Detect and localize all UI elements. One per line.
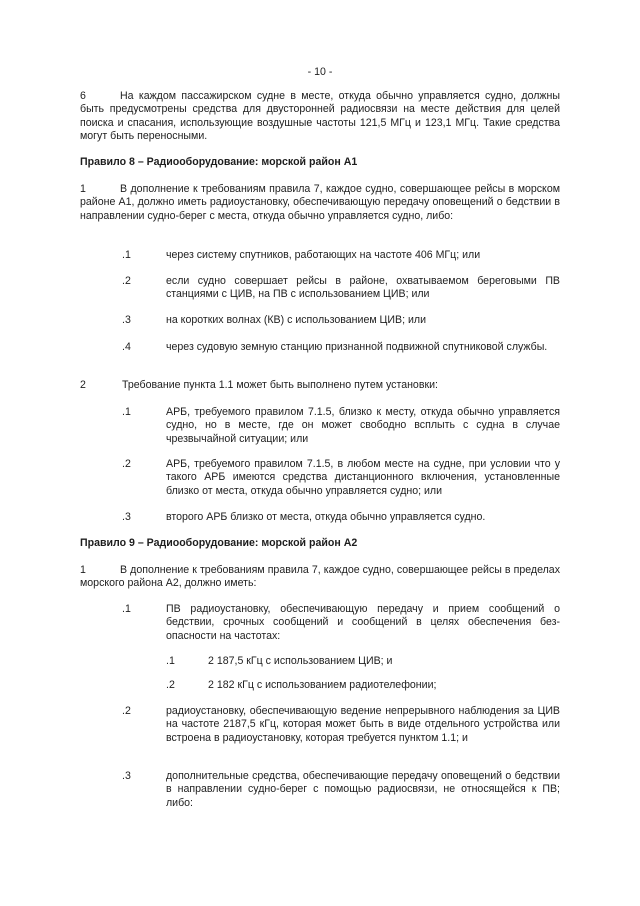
sub-item-text: 2 182 кГц с использованием радиотелефонии;: [208, 679, 437, 691]
paragraph-text: Требование пункта 1.1 может быть выполнено путем установки:: [122, 379, 438, 391]
paragraph-number: 1: [80, 183, 86, 195]
list-item-number: .3: [122, 511, 131, 523]
paragraph-text: В дополнение к требованиям правила 7, каждое судно, совершающее рейсы в морском районе А1, должно иметь радиоустановку, обеспечивающую передачу оповещений о бедствии в направлении судно-берег с места, откуда обычно управляется судно, либо:: [80, 183, 560, 222]
list-item-number: .2: [122, 275, 131, 287]
list-item-text: на коротких волнах (КВ) с использованием ЦИВ; или: [166, 314, 426, 326]
page-number: - 10 -: [307, 66, 333, 78]
list-item-text: через судовую земную станцию признанной подвижной спутниковой службы.: [166, 341, 548, 353]
paragraph-text: В дополнение к требованиям правила 7, каждое судно, совершающее рейсы в пределах морского района А2, должно иметь:: [80, 564, 560, 590]
paragraph-number: 6: [80, 90, 86, 102]
paragraph-number: 1: [80, 564, 86, 576]
list-item-number: .2: [122, 458, 131, 470]
sub-item-text: 2 187,5 кГц с использованием ЦИВ; и: [208, 655, 393, 667]
list-item-number: .4: [122, 341, 131, 353]
list-item-number: .2: [122, 705, 131, 717]
list-item-text: дополнительные средства, обеспечивающие передачу оповещений о бедствии в направлении судно-берег с помощью радиосвязи, не относящейся к ПВ; либо:: [166, 770, 560, 809]
list-item-number: .1: [122, 406, 131, 418]
list-item-text: АРБ, требуемого правилом 7.1.5, близко к месту, откуда обычно управляется судно, но в месте, где он может свободно всплыть с судна в случае чрезвычайной ситуации; или: [166, 406, 560, 445]
rule-9-heading: Правило 9 – Радиооборудование: морской район А2: [80, 537, 358, 549]
list-item-text: если судно совершает рейсы в районе, охватываемом береговыми ПВ станциями с ЦИВ, на ПВ с использованием ЦИВ; или: [166, 275, 560, 301]
sub-item-number: .1: [166, 655, 175, 667]
list-item-number: .1: [122, 603, 131, 615]
rule-8-heading: Правило 8 – Радиооборудование: морской район А1: [80, 156, 358, 168]
list-item-number: .3: [122, 314, 131, 326]
sub-item-number: .2: [166, 679, 175, 691]
list-item-number: .1: [122, 249, 131, 261]
paragraph-text: На каждом пассажирском судне в месте, откуда обычно управляется судно, должны быть предусмотрены средства для двусторонней радиосвязи на месте действия для целей поиска и спасания, использующие воздушные частоты 121,5 МГц и 123,1 МГц. Такие средства могут быть переносными.: [80, 90, 560, 143]
list-item-text: радиоустановку, обеспечивающую ведение непрерывного наблюдения за ЦИВ на частоте 2187,5 кГц, которая может быть в виде отдельного устройства или встроена в радиоустановку, которая требуется пунктом 1.1; и: [166, 705, 560, 744]
list-item-text: ПВ радиоустановку, обеспечивающую передачу и прием сообщений о бедствии, срочных сообщений и сообщений в целях обеспечения безопасности на частотах:: [166, 603, 560, 642]
list-item-text: АРБ, требуемого правилом 7.1.5, в любом месте на судне, при условии что у такого АРБ имеются средства дистанционного включения, установленные близко от места, откуда обычно управляется судно; или: [166, 458, 560, 497]
list-item-number: .3: [122, 770, 131, 782]
paragraph-number: 2: [80, 379, 86, 391]
list-item-text: второго АРБ близко от места, откуда обычно управляется судно.: [166, 511, 486, 523]
list-item-text: через систему спутников, работающих на частоте 406 МГц; или: [166, 249, 481, 261]
